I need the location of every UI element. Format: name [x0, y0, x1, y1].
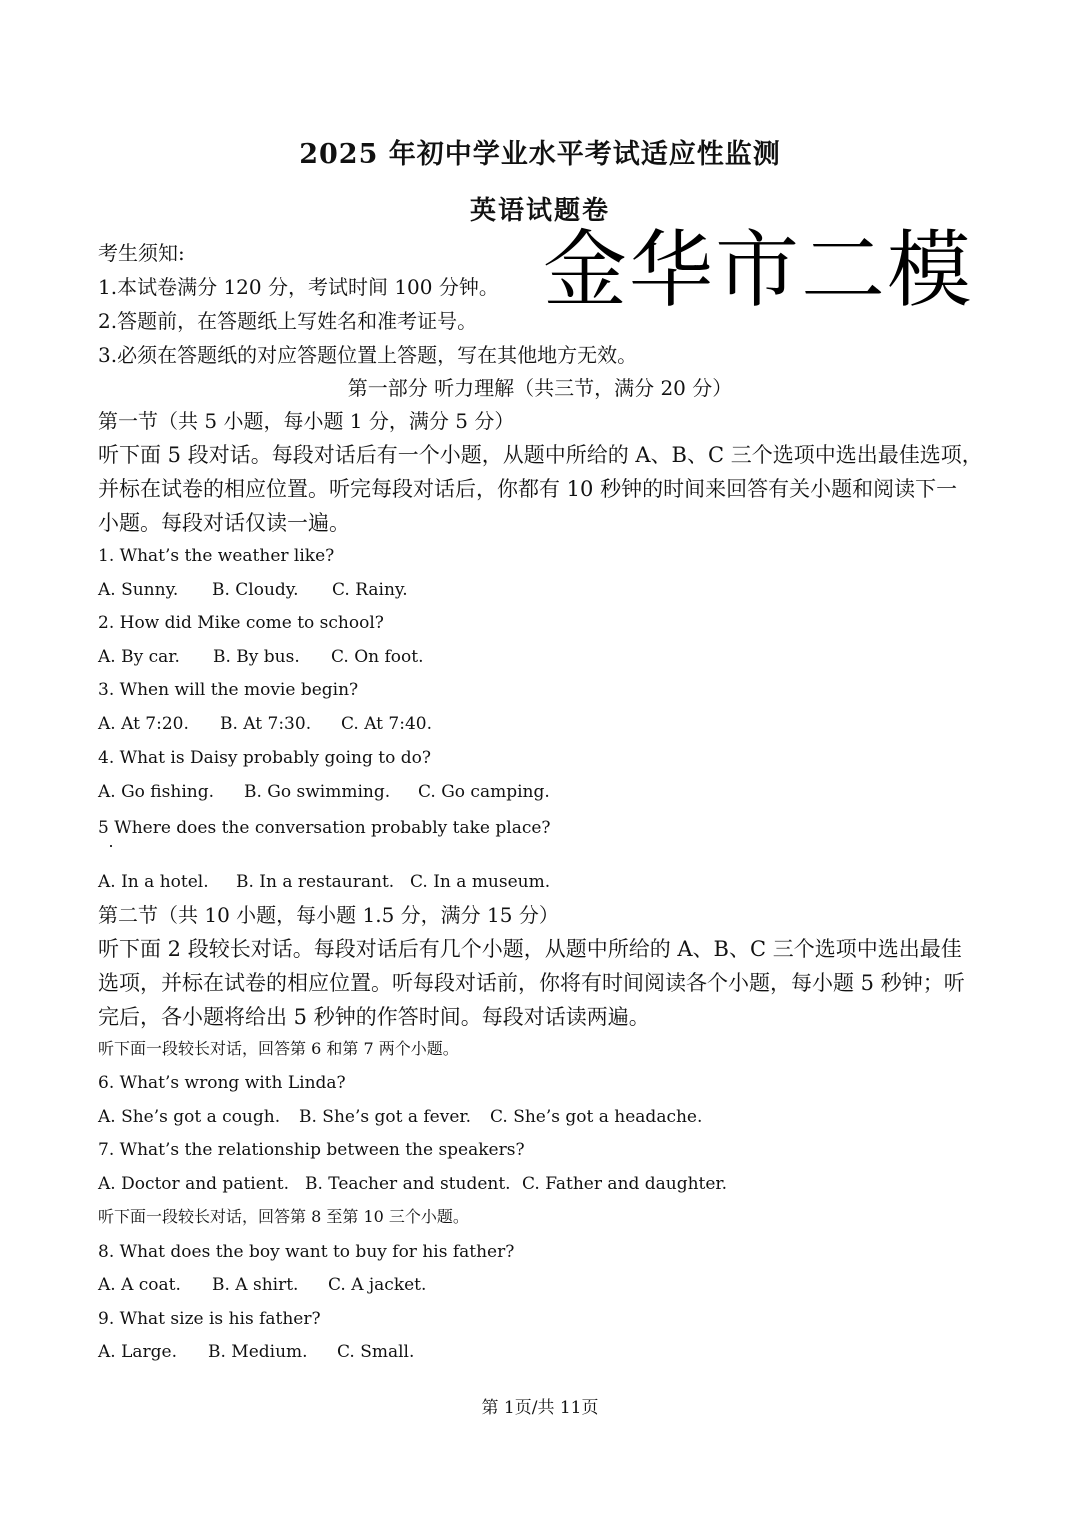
section1-title: 第一节（共 5 小题，每小题 1 分，满分 5 分）: [98, 409, 515, 433]
exam-title: 2025 年初中学业水平考试适应性监测: [299, 139, 781, 170]
q9-option-c: C. Small.: [337, 1342, 415, 1362]
question-7-options: [98, 1176, 727, 1193]
question-1: 1. What’s the weather like?: [98, 546, 335, 566]
region-stamp: 金华市二模: [543, 221, 974, 319]
question-2: 2. How did Mike come to school?: [98, 613, 384, 633]
notice-item-1: 1.本试卷满分 120 分，考试时间 100 分钟。: [98, 275, 499, 299]
q3-option-b: B. At 7:30.: [220, 714, 312, 734]
section2-instruction-3: 完后，各小题将给出 5 秒钟的作答时间。每段对话读两遍。: [98, 1005, 650, 1029]
q5-option-a: A. In a hotel.: [98, 872, 209, 892]
q7-option-c: C. Father and daughter.: [522, 1174, 728, 1194]
exam-subtitle: 英语试题卷: [469, 196, 610, 226]
question-3: 3. When will the movie begin?: [98, 680, 359, 700]
part1-title: 第一部分 听力理解（共三节，满分 20 分）: [347, 376, 733, 400]
q2-option-a: A. By car.: [98, 647, 180, 667]
q5-option-c: C. In a museum.: [410, 872, 551, 892]
section2-instruction-1: 听下面 2 段较长对话。每段对话后有几个小题，从题中所给的 A、B、C 三个选项中选出最佳: [98, 937, 962, 961]
q3-option-c: C. At 7:40.: [341, 714, 433, 734]
q6-option-a: A. She’s got a cough.: [98, 1107, 281, 1127]
dialog2-intro: 听下面一段较长对话，回答第 8 至第 10 三个小题。: [98, 1207, 469, 1226]
q7-option-a: A. Doctor and patient.: [98, 1174, 289, 1194]
q6-option-c: C. She’s got a headache.: [490, 1107, 703, 1127]
section2-instruction-2: 选项，并标在试卷的相应位置。听每段对话前，你将有时间阅读各个小题，每小题 5 秒钟；听: [98, 971, 965, 995]
question-7: 7. What’s the relationship between the speakers?: [98, 1140, 525, 1160]
question-5: 5 Where does the conversation probably take place?: [98, 818, 551, 838]
section2-title: 第二节（共 10 小题，每小题 1.5 分，满分 15 分）: [98, 903, 559, 927]
q5-option-b: B. In a restaurant.: [236, 872, 395, 892]
q7-option-b: B. Teacher and student.: [305, 1174, 511, 1194]
q9-option-a: A. Large.: [98, 1342, 177, 1362]
stray-dot: [110, 845, 112, 847]
q1-option-c: C. Rainy.: [332, 580, 408, 600]
q4-option-c: C. Go camping.: [418, 782, 550, 802]
question-5-options: [98, 874, 550, 891]
q8-option-a: A. A coat.: [98, 1275, 181, 1295]
question-4: 4. What is Daisy probably going to do?: [98, 748, 431, 768]
question-6-options: [98, 1109, 702, 1126]
q4-option-b: B. Go swimming.: [244, 782, 391, 802]
notice-item-2: 2.答题前，在答题纸上写姓名和准考证号。: [98, 309, 478, 333]
question-3-options: [98, 716, 432, 733]
notice-heading: 考生须知:: [98, 241, 185, 265]
page-number: 第 1页/共 11页: [481, 1398, 599, 1418]
question-6: 6. What’s wrong with Linda?: [98, 1073, 346, 1093]
question-9: 9. What size is his father?: [98, 1309, 321, 1329]
dialog1-intro: 听下面一段较长对话，回答第 6 和第 7 两个小题。: [98, 1039, 459, 1058]
q8-option-b: B. A shirt.: [212, 1275, 299, 1295]
q6-option-b: B. She’s got a fever.: [299, 1107, 472, 1127]
q2-option-c: C. On foot.: [331, 647, 424, 667]
q3-option-a: A. At 7:20.: [98, 714, 189, 734]
question-4-options: [98, 784, 550, 801]
q8-option-c: C. A jacket.: [328, 1275, 427, 1295]
q1-option-b: B. Cloudy.: [212, 580, 299, 600]
q1-option-a: A. Sunny.: [98, 580, 179, 600]
section1-instruction-1: 听下面 5 段对话。每段对话后有一个小题，从题中所给的 A、B、C 三个选项中选出最佳选项，: [98, 443, 983, 467]
q4-option-a: A. Go fishing.: [98, 782, 214, 802]
q9-option-b: B. Medium.: [208, 1342, 308, 1362]
section1-instruction-2: 并标在试卷的相应位置。听完每段对话后，你都有 10 秒钟的时间来回答有关小题和阅读下一: [98, 477, 958, 501]
question-8: 8. What does the boy want to buy for his father?: [98, 1242, 515, 1262]
question-9-options: [98, 1344, 414, 1361]
notice-item-3: 3.必须在答题纸的对应答题位置上答题，写在其他地方无效。: [98, 343, 638, 367]
section1-instruction-3: 小题。每段对话仅读一遍。: [98, 511, 350, 535]
question-1-options: [98, 582, 408, 599]
question-8-options: [98, 1277, 426, 1294]
question-2-options: [98, 649, 424, 666]
q2-option-b: B. By bus.: [213, 647, 300, 667]
